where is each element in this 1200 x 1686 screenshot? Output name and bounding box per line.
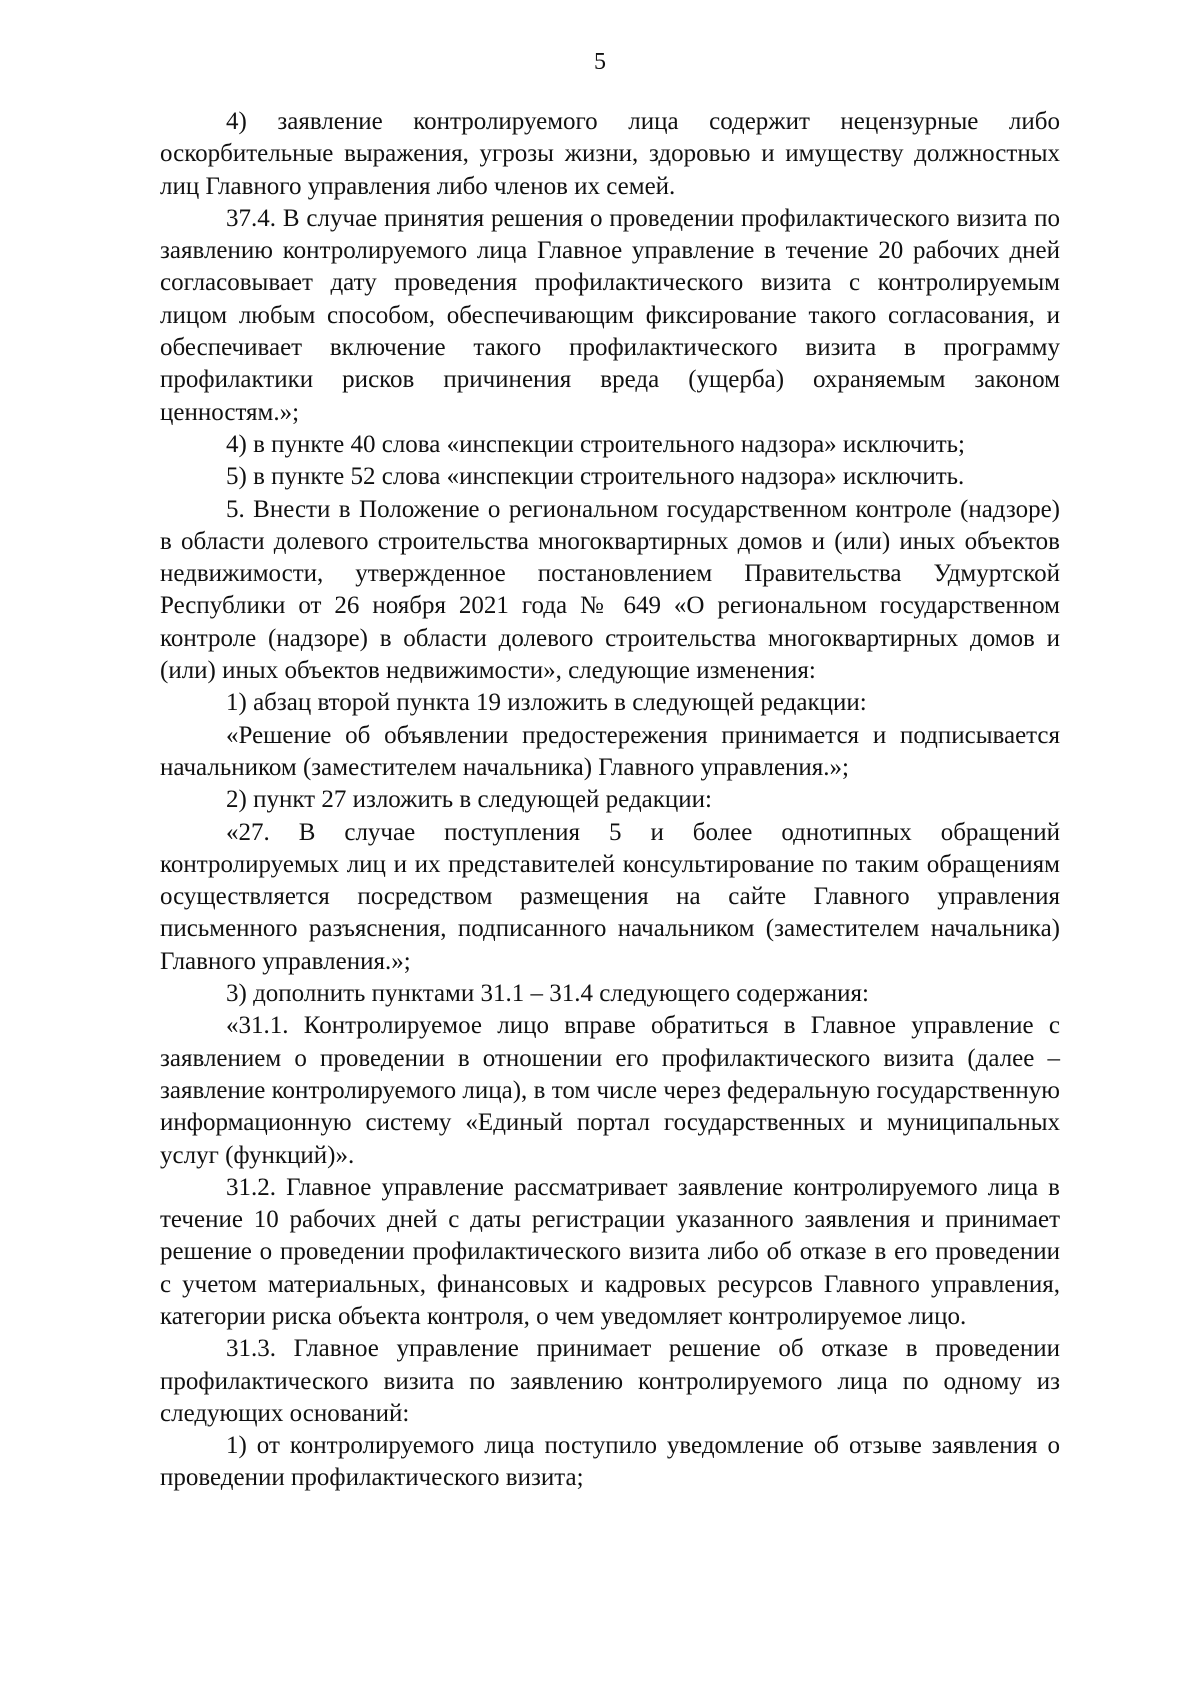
paragraph-item-1-point-19: 1) абзац второй пункта 19 изложить в следующей редакции: <box>226 689 867 717</box>
paragraph-warning-decision: «Решение об объявлении предостережения принимается и подписывается начальником (заместителем начальника) Главного управления.»; <box>160 721 1060 781</box>
paragraph-31-2: 31.2. Главное управление рассматривает заявление контролируемого лица в течение 10 рабочих дней с даты регистрации указанного заявления и принимает решение о проведении профилактического визита либо об отказе в его проведении с учетом материальных, финансовых и кадровых ресурсов Главного управления, категории риска объекта контроля, о чем уведомляет контролируемое лицо. <box>160 1173 1060 1330</box>
paragraph-section-5: 5. Внести в Положение о региональном государственном контроле (надзоре) в области долевого строительства многоквартирных домов и (или) иных объектов недвижимости, утвержденное постановлением Правительства Удмуртской Республики от 26 ноября 2021 года № 649 «О региональном государственном контроле (надзоре) в области долевого строительства многоквартирных домов и (или) иных объектов недвижимости», следующие изменения: <box>160 495 1060 685</box>
paragraph-item-4-obscene: 4) заявление контролируемого лица содержит нецензурные либо оскорбительные выражения, угрозы жизни, здоровью и имуществу должностных лиц Главного управления либо членов их семей. <box>160 108 1060 200</box>
paragraph-item-2-point-27: 2) пункт 27 изложить в следующей редакции: <box>226 786 712 814</box>
paragraph-31-3: 31.3. Главное управление принимает решение об отказе в проведении профилактического визита по заявлению контролируемого лица по одному из следующих оснований: <box>160 1335 1060 1427</box>
paragraph-item-3-supplement: 3) дополнить пунктами 31.1 – 31.4 следующего содержания: <box>226 980 869 1008</box>
paragraph-37-4: 37.4. В случае принятия решения о проведении профилактического визита по заявлению контролируемого лица Главное управление в течение 20 рабочих дней согласовывает дату проведения профилактического визита с контролируемым лицом любым способом, обеспечивающим фиксирование такого согласования, и обеспечивает включение такого профилактического визита в программу профилактики рисков причинения вреда (ущерба) охраняемым законом ценностям.»; <box>160 204 1060 426</box>
paragraph-31-1: «31.1. Контролируемое лицо вправе обратиться в Главное управление с заявлением о проведении в отношении его профилактического визита (далее – заявление контролируемого лица), в том числе через федеральную государственную информационную систему «Единый портал государственных и муниципальных услуг (функций)». <box>160 1012 1060 1169</box>
paragraph-item-4-point-40: 4) в пункте 40 слова «инспекции строительного надзора» исключить; <box>226 430 965 458</box>
paragraph-item-1-withdrawal: 1) от контролируемого лица поступило уведомление об отзыве заявления о проведении профилактического визита; <box>160 1432 1060 1492</box>
document-body <box>160 106 1060 1495</box>
paragraph-27: «27. В случае поступления 5 и более однотипных обращений контролируемых лиц и их представителей консультирование по таким обращениям осуществляется посредством размещения на сайте Главного управления письменного разъяснения, подписанного начальником (заместителем начальника) Главного управления.»; <box>160 818 1060 975</box>
page-number: 5 <box>594 49 606 75</box>
paragraph-item-5-point-52: 5) в пункте 52 слова «инспекции строительного надзора» исключить. <box>226 463 965 491</box>
